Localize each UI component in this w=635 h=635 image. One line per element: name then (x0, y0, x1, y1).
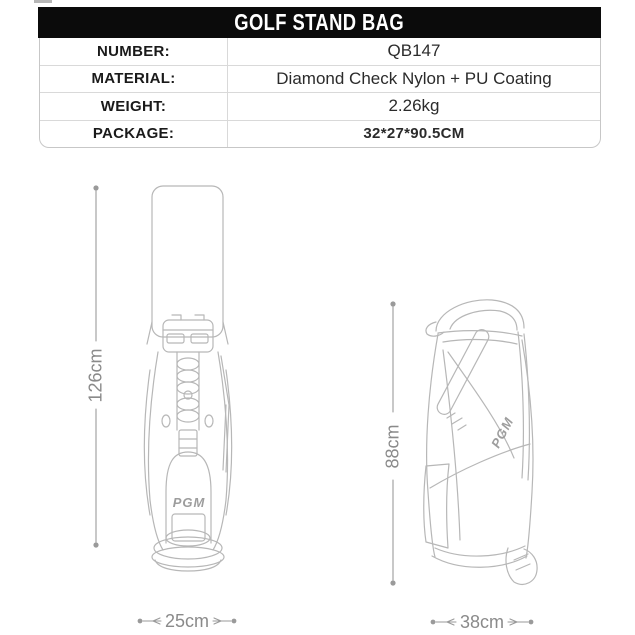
right-bag-drawing (424, 300, 537, 585)
row-value: QB147 (387, 41, 441, 61)
dimension-lines (93, 185, 533, 625)
dimension-text: 25cm (164, 610, 209, 631)
brand-logo-right-bag: PGM (488, 414, 517, 451)
row-value: Diamond Check Nylon + PU Coating (276, 68, 552, 88)
width-dimension-left (160, 609, 214, 633)
height-dimension-left (66, 345, 126, 405)
dimension-text: 38cm (459, 611, 504, 632)
row-value: 2.26kg (388, 96, 440, 116)
row-label: NUMBER: (40, 38, 228, 65)
dimension-text: 126cm (85, 347, 106, 403)
row-value: 32*27*90.5CM (363, 125, 465, 143)
left-bag-drawing (144, 186, 231, 571)
row-label: PACKAGE: (40, 121, 228, 148)
row-label: WEIGHT: (40, 93, 228, 120)
page-title: GOLF STAND BAG (234, 9, 405, 35)
brand-logo-left-bag: PGM (172, 495, 206, 510)
dimension-text: 88cm (382, 423, 403, 469)
width-dimension-right (455, 610, 509, 634)
row-label: MATERIAL: (40, 66, 228, 93)
height-dimension-right (363, 416, 423, 476)
